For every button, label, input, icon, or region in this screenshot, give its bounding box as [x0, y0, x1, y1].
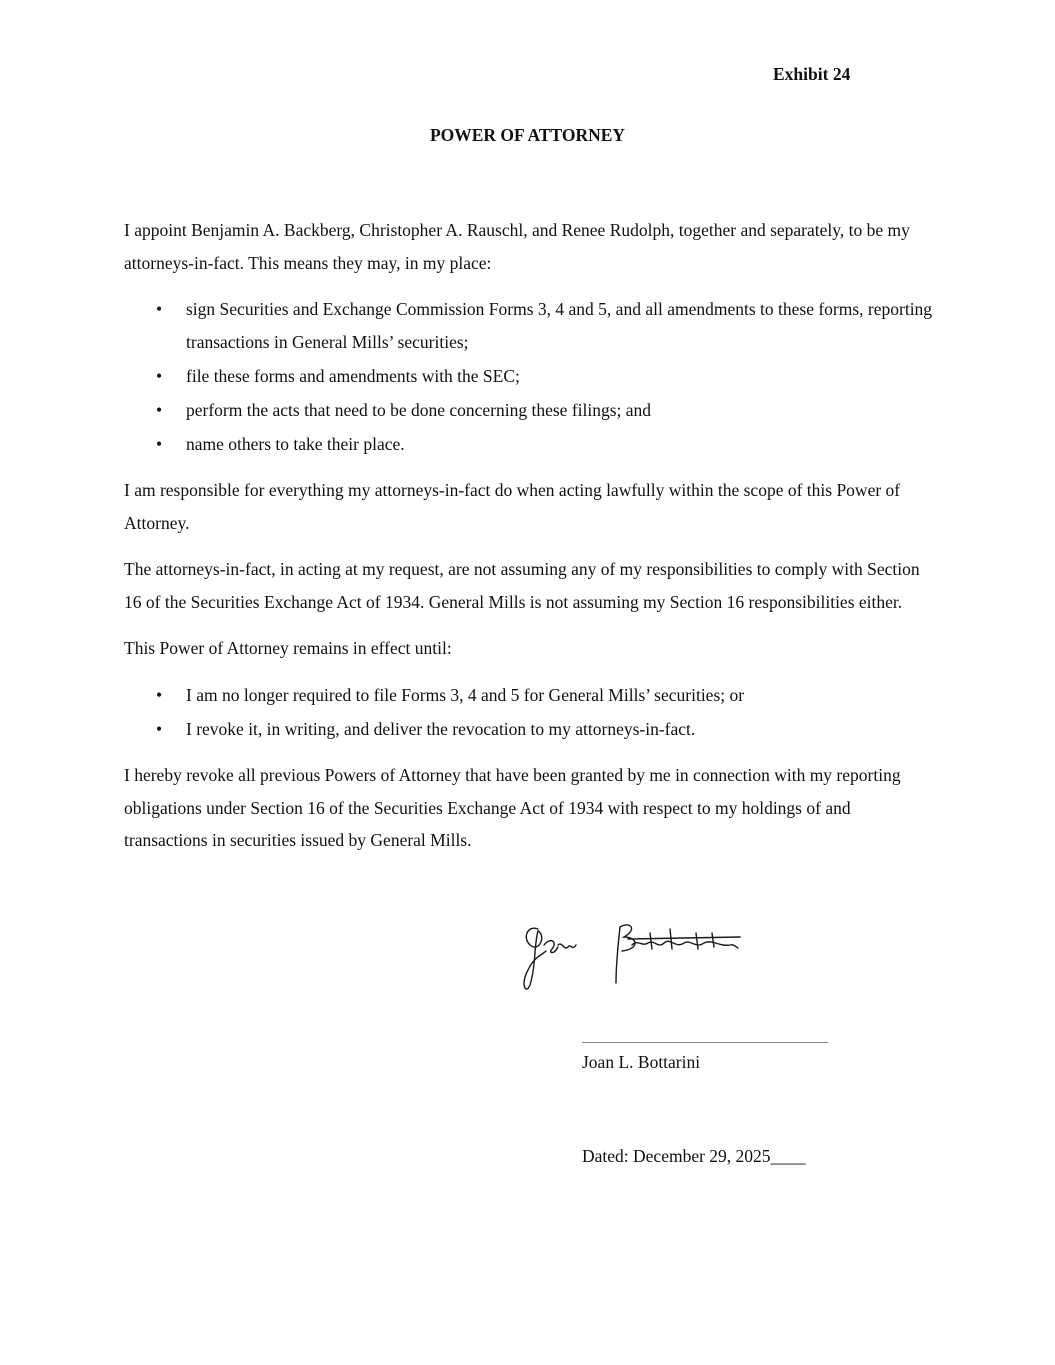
- bullet-icon: •: [156, 399, 163, 420]
- signature-date: Dated: December 29, 2025____: [582, 1146, 806, 1166]
- exhibit-label: Exhibit 24: [773, 64, 851, 84]
- list-item: • name others to take their place.: [124, 428, 934, 461]
- responsibility-paragraph: I am responsible for everything my attorneys-in-fact do when acting lawfully within the scope of this Power of Attorney.: [124, 480, 901, 533]
- list-item: • sign Securities and Exchange Commission Forms 3, 4 and 5, and all amendments to these forms, reporting transactions in General Mills’ securities;: [124, 293, 934, 358]
- document-body: [124, 214, 934, 871]
- revocation-paragraph: I hereby revoke all previous Powers of Attorney that have been granted by me in connection with my reporting obligations under Section 16 of the Securities Exchange Act of 1934 with respect to my holdings of and transactions in securities issued by General Mills.: [124, 765, 901, 850]
- list-item: • I am no longer required to file Forms 3, 4 and 5 for General Mills’ securities; or: [124, 679, 934, 712]
- bullet-icon: •: [156, 299, 163, 319]
- effect-conditions-list: [124, 679, 934, 746]
- document-title: POWER OF ATTORNEY: [429, 125, 626, 145]
- effect-intro: This Power of Attorney remains in effect until:: [124, 638, 452, 658]
- powers-list: [124, 293, 934, 460]
- signature-line: [582, 1042, 828, 1043]
- intro-paragraph: I appoint Benjamin A. Backberg, Christopher A. Rauschl, and Renee Rudolph, together and separately, to be my attorneys-in-fact. This means they may, in my place:: [124, 220, 910, 273]
- bullet-icon: •: [156, 718, 163, 739]
- bullet-icon: •: [156, 365, 163, 386]
- list-item: • file these forms and amendments with the SEC;: [124, 360, 934, 393]
- list-item: • I revoke it, in writing, and deliver the revocation to my attorneys-in-fact.: [124, 713, 934, 746]
- signer-name: Joan L. Bottarini: [582, 1052, 701, 1072]
- handwritten-signature: [520, 915, 750, 995]
- list-item: • perform the acts that need to be done concerning these filings; and: [124, 394, 934, 427]
- bullet-icon: •: [156, 684, 163, 705]
- bullet-icon: •: [156, 433, 163, 454]
- section16-paragraph: The attorneys-in-fact, in acting at my request, are not assuming any of my responsibilities to comply with Section 16 of the Securities Exchange Act of 1934. General Mills is not assuming my Section 16 responsibilities either.: [124, 559, 920, 612]
